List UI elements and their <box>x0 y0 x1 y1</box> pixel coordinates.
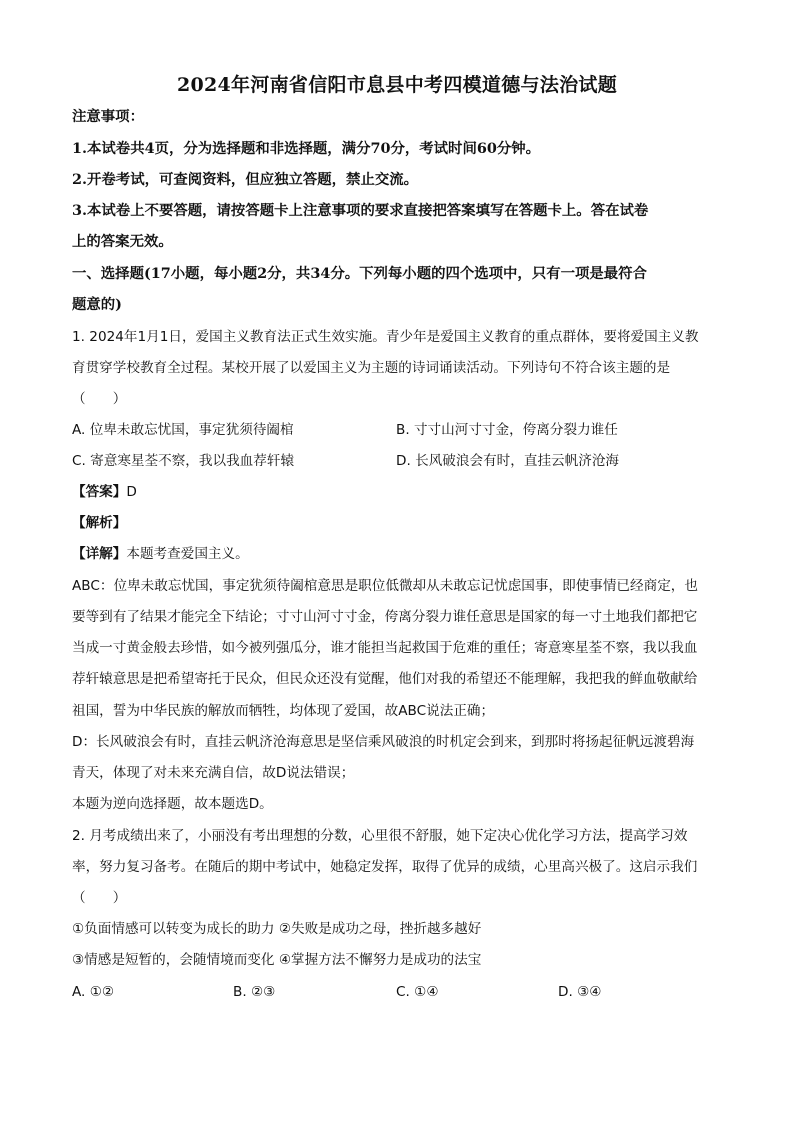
answer-tag: 【答案】 <box>72 484 127 500</box>
q1-stem-line-2: 育贯穿学校教育全过程。某校开展了以爱国主义为主题的诗词诵读活动。下列诗句不符合该主题的是 <box>72 360 671 376</box>
q1-explanation-line: 祖国，誓为中华民族的解放而牺牲，均体现了爱国，故ABC说法正确； <box>72 703 495 719</box>
analysis-tag: 【解析】 <box>72 515 127 531</box>
q1-answer-line <box>72 482 724 502</box>
q1-explanation-line: 青天，体现了对未来充满自信，故D说法错误； <box>72 765 355 781</box>
section-heading-cont: 题意的) <box>72 296 122 313</box>
notice-item-1: 1.本试卷共4页，分为选择题和非选择题，满分70分，考试时间60分钟。 <box>72 140 541 157</box>
q2-option-c: C. ①④ <box>396 984 439 1000</box>
q2-stem-line-2: 率，努力复习备考。在随后的期中考试中，她稳定发挥，取得了优异的成绩，心里高兴极了。这启示我们 <box>72 859 698 875</box>
notice-item-2: 2.开卷考试，可查阅资料，但应独立答题，禁止交流。 <box>72 171 419 188</box>
notice-heading: 注意事项： <box>72 108 144 125</box>
q1-option-a: A. 位卑未敢忘忧国，事定犹须待阖棺 <box>72 422 294 438</box>
section-heading: 一、选择题(17小题，每小题2分，共34分。下列每小题的四个选项中，只有一项是最符合 <box>72 265 647 282</box>
q2-option-a: A. ①② <box>72 984 115 1000</box>
detail-line <box>72 544 724 564</box>
q2-stem-blank: （ ） <box>72 890 127 906</box>
q1-option-c: C. 寄意寒星荃不察，我以我血荐轩辕 <box>72 453 295 469</box>
answer-value: D <box>126 484 137 500</box>
q1-stem-blank: （ ） <box>72 391 127 407</box>
q1-explanation-line: ABC：位卑未敢忘忧国，事定犹须待阖棺意思是职位低微却从未敢忘记忧虑国事，即使事情已经商定，也 <box>72 578 698 594</box>
q1-explanation-line: D：长风破浪会有时，直挂云帆济沧海意思是坚信乘风破浪的时机定会到来，到那时将扬起征帆远渡碧海 <box>72 734 695 750</box>
q2-statements-line-1: ①负面情感可以转变为成长的助力 ②失败是成功之母，挫折越多越好 <box>72 921 482 937</box>
q1-option-b: B. 寸寸山河寸寸金，侉离分裂力谁任 <box>396 422 618 438</box>
q2-option-b: B. ②③ <box>233 984 276 1000</box>
q1-explanation-line: 本题为逆向选择题，故本题选D。 <box>72 796 273 812</box>
q1-option-d: D. 长风破浪会有时，直挂云帆济沧海 <box>396 453 620 469</box>
q2-option-d: D. ③④ <box>558 984 602 1000</box>
detail-tag: 【详解】 <box>72 546 127 562</box>
detail-text: 本题考查爱国主义。 <box>126 546 249 562</box>
q1-stem-line-1: 1. 2024年1月1日，爱国主义教育法正式生效实施。青少年是爱国主义教育的重点群体，要将爱国主义教 <box>72 329 699 345</box>
q2-stem-line-1: 2. 月考成绩出来了，小丽没有考出理想的分数，心里很不舒服，她下定决心优化学习方法，提高学习效 <box>72 828 688 844</box>
q1-explanation-line: 当成一寸黄金般去珍惜，如今被列强瓜分，谁才能担当起救国于危难的重任；寄意寒星荃不察，我以我血 <box>72 640 698 656</box>
page-title: 2024年河南省信阳市息县中考四模道德与法治试题 <box>176 74 618 96</box>
q1-explanation-line: 荐轩辕意思是把希望寄托于民众，但民众还没有觉醒，他们对我的希望还不能理解，我把我的鲜血敬献给 <box>72 671 698 687</box>
notice-item-3: 3.本试卷上不要答题，请按答题卡上注意事项的要求直接把答案填写在答题卡上。答在试卷 <box>72 202 649 219</box>
q1-explanation-line: 要等到有了结果才能完全下结论；寸寸山河寸寸金，侉离分裂力谁任意思是国家的每一寸土地我们都把它 <box>72 609 698 625</box>
notice-item-3-cont: 上的答案无效。 <box>72 233 173 250</box>
q2-statements-line-2: ③情感是短暂的，会随情境而变化 ④掌握方法不懈努力是成功的法宝 <box>72 952 482 968</box>
